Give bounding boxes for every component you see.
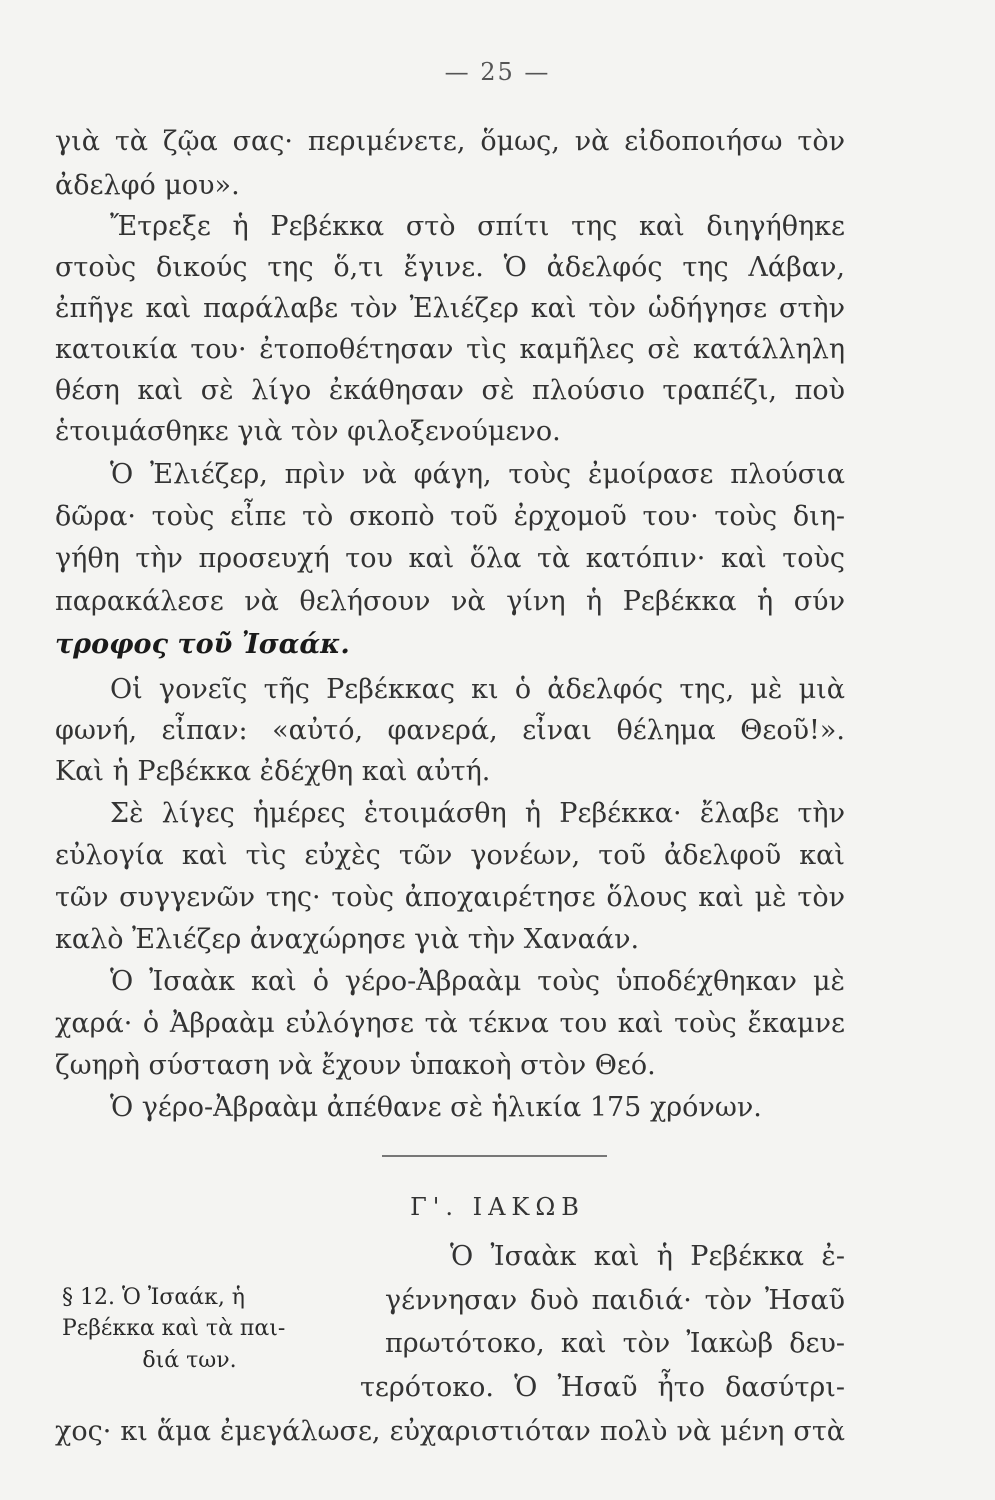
text-line: Καὶ ἡ Ρεβέκκα ἐδέχθη καὶ αὐτή. bbox=[55, 756, 491, 787]
text-line: ἐπῆγε καὶ παράλαβε τὸν Ἐλιέζερ καὶ τὸν ὡδήγησε στὴν bbox=[55, 293, 845, 324]
text-line: χος· κι ἅμα ἐμεγάλωσε, εὐχαριστιόταν πολὺ νὰ μένη στὰ bbox=[55, 1416, 845, 1447]
side-note-line: Ρεβέκκα καὶ τὰ παι- bbox=[62, 1316, 286, 1341]
section-divider bbox=[382, 1155, 607, 1157]
column-line: τερότοκο. Ὁ Ἠσαῦ ἦτο δασύτρι- bbox=[360, 1372, 845, 1403]
text-line: ἀδελφό μου». bbox=[55, 170, 240, 201]
text-line: γήθη τὴν προσευχή του καὶ ὅλα τὰ κατόπιν· καὶ τοὺς bbox=[55, 543, 845, 574]
text-line: χαρά· ὁ Ἀβραὰμ εὐλόγησε τὰ τέκνα του καὶ τοὺς ἔκαμνε bbox=[55, 1008, 845, 1039]
text-line: στοὺς δικούς της ὅ,τι ἔγινε. Ὁ ἀδελφός της Λάβαν, bbox=[55, 252, 845, 283]
text-line: θέση καὶ σὲ λίγο ἐκάθησαν σὲ πλούσιο τραπέζι, ποὺ bbox=[55, 375, 845, 406]
text-line: Ὁ Ἐλιέζερ, πρὶν νὰ φάγη, τοὺς ἐμοίρασε πλούσια bbox=[110, 459, 845, 490]
text-line: εὐλογία καὶ τὶς εὐχὲς τῶν γονέων, τοῦ ἀδελφοῦ καὶ bbox=[55, 840, 845, 871]
text-line: γιὰ τὰ ζῷα σας· περιμένετε, ὅμως, νὰ εἰδοποιήσω τὸν bbox=[55, 126, 845, 157]
text-line: Σὲ λίγες ἡμέρες ἑτοιμάσθη ἡ Ρεβέκκα· ἔλαβε τὴν bbox=[110, 798, 845, 829]
text-line: ζωηρὴ σύσταση νὰ ἔχουν ὑπακοὴ στὸν Θεό. bbox=[55, 1050, 656, 1081]
column-line: γέννησαν δυὸ παιδιά· τὸν Ἠσαῦ bbox=[385, 1285, 845, 1316]
text-line: Οἱ γονεῖς τῆς Ρεβέκκας κι ὁ ἀδελφός της, μὲ μιὰ bbox=[110, 674, 845, 705]
text-line: φωνή, εἶπαν: «αὐτό, φανερά, εἶναι θέλημα Θεοῦ!». bbox=[55, 715, 845, 746]
text-line: τῶν συγγενῶν της· τοὺς ἀποχαιρέτησε ὅλους καὶ μὲ τὸν bbox=[55, 882, 845, 913]
side-note-line: διά των. bbox=[142, 1348, 237, 1373]
side-note-line: § 12. Ὁ Ἰσαάκ, ἡ bbox=[62, 1285, 245, 1310]
text-line: καλὸ Ἐλιέζερ ἀναχώρησε γιὰ τὴν Χαναάν. bbox=[55, 924, 640, 955]
section-heading: Γ'. ΙΑΚΩΒ bbox=[410, 1193, 585, 1221]
text-line: παρακάλεσε νὰ θελήσουν νὰ γίνη ἡ Ρεβέκκα ἡ σύν bbox=[55, 586, 845, 617]
text-line: ἑτοιμάσθηκε γιὰ τὸν φιλοξενούμενο. bbox=[55, 416, 561, 447]
column-line: Ὁ Ἰσαὰκ καὶ ἡ Ρεβέκκα ἐ- bbox=[450, 1241, 845, 1272]
text-line: Ὁ γέρο-Ἀβραὰμ ἀπέθανε σὲ ἡλικία 175 χρόνων. bbox=[110, 1092, 762, 1123]
page-number: — 25 — bbox=[444, 58, 551, 86]
text-line: τροφος τοῦ Ἰσαάκ. bbox=[55, 629, 350, 660]
text-line: Ἔτρεξε ἡ Ρεβέκκα στὸ σπίτι της καὶ διηγήθηκε bbox=[110, 211, 845, 242]
column-line: πρωτότοκο, καὶ τὸν Ἰακὼβ δευ- bbox=[385, 1328, 845, 1359]
text-line: κατοικία του· ἐτοποθέτησαν τὶς καμῆλες σὲ κατάλληλη bbox=[55, 334, 845, 365]
text-line: δῶρα· τοὺς εἶπε τὸ σκοπὸ τοῦ ἐρχομοῦ του· τοὺς διη- bbox=[55, 501, 845, 532]
text-line: Ὁ Ἰσαὰκ καὶ ὁ γέρο-Ἀβραὰμ τοὺς ὑποδέχθηκαν μὲ bbox=[110, 966, 845, 997]
